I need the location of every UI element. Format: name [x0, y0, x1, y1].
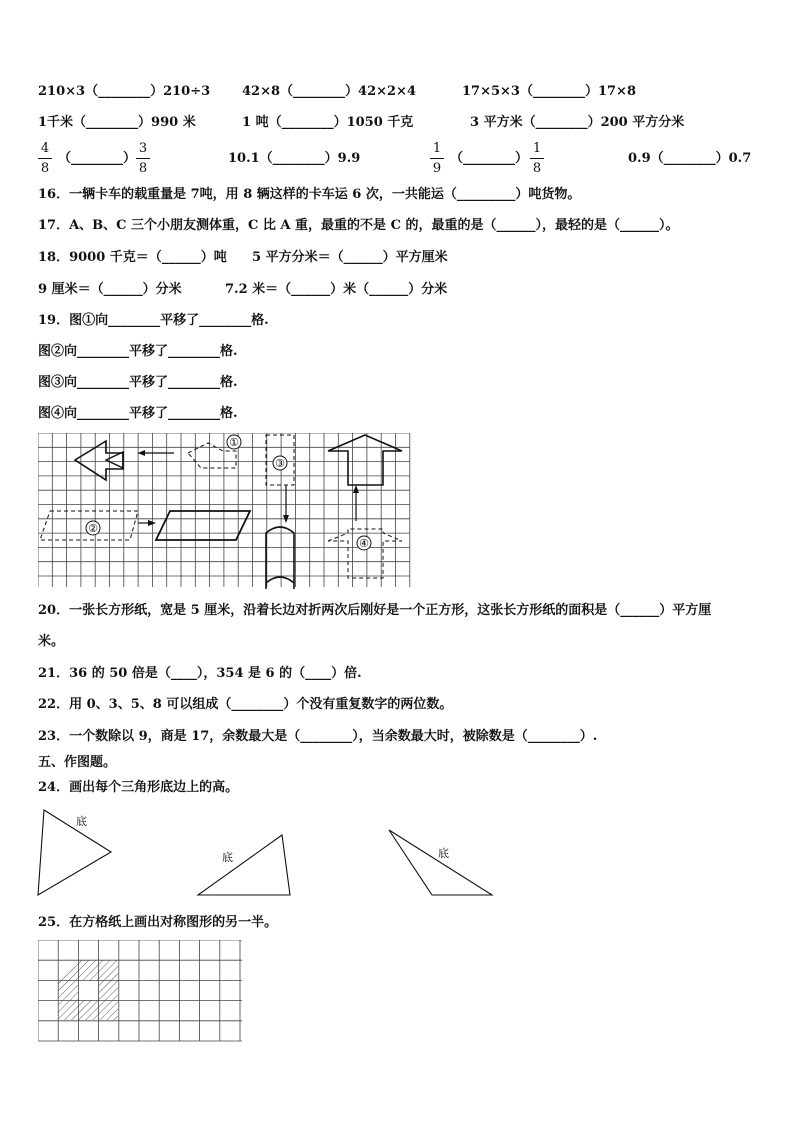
hatched-half-figure: [58, 960, 118, 1020]
question-19-line4: 图④向________平移了________格.: [38, 406, 238, 421]
section-5-heading: 五、作图题。: [38, 755, 117, 770]
compare-3a-blank: （________）: [58, 151, 137, 166]
compare-3d: 0.9（________）0.7: [628, 151, 752, 166]
question-22: 22．用 0、3、5、8 可以组成（________）个没有重复数字的两位数。: [38, 697, 453, 712]
label-1: ①: [229, 436, 239, 449]
compare-3c-blank: （________）: [450, 151, 529, 166]
question-19-line2: 图②向________平移了________格.: [38, 344, 238, 359]
triangle-3: [389, 830, 492, 895]
solid-figure-4: [328, 435, 402, 485]
translation-grid-figure: [38, 433, 412, 589]
question-18a: 18．9000 千克＝（______）吨: [38, 250, 227, 265]
solid-figure-2: [156, 511, 250, 540]
compare-2b: 1 吨（________）1050 千克: [242, 115, 414, 130]
label-4: ④: [359, 537, 369, 550]
fraction-1-8: 1 8: [530, 141, 544, 176]
question-24: 24．画出每个三角形底边上的高。: [38, 780, 239, 795]
symmetry-grid-figure: [38, 940, 244, 1043]
question-19-line3: 图③向________平移了________格.: [38, 375, 238, 390]
compare-2a: 1千米（________）990 米: [38, 115, 196, 130]
triangle-3-base-label: 底: [438, 847, 449, 860]
question-21: 21．36 的 50 倍是（____），354 是 6 的（____）倍.: [38, 666, 362, 681]
left-arrow-head: [138, 450, 145, 456]
question-16: 16．一辆卡车的载重量是 7吨，用 8 辆这样的卡车运 6 次，一共能运（_________）吨货物。: [38, 187, 581, 202]
arrow-figure-left: [75, 441, 123, 480]
triangle-2-base-label: 底: [222, 851, 233, 864]
triangles-figure: [36, 805, 506, 900]
up-arrow-head: [353, 485, 359, 493]
compare-3b: 10.1（________）9.9: [228, 151, 361, 166]
question-20-line2: 米。: [38, 634, 65, 649]
label-3: ③: [275, 457, 285, 470]
question-18d: 7.2 米＝（______）米（______）分米: [225, 282, 448, 297]
triangle-2: [198, 835, 290, 895]
grid-lines: [38, 433, 410, 587]
question-18c: 9 厘米＝（______）分米: [38, 282, 182, 297]
question-19-line1: 19．图①向________平移了________格.: [38, 313, 269, 328]
question-17: 17．A、B、C 三个小朋友测体重，C 比 A 重，最重的不是 C 的，最重的是（______），最轻的是（______）。: [38, 218, 679, 233]
compare-1c: 17×5×3（________）17×8: [462, 84, 636, 99]
fraction-1-9: 1 9: [430, 141, 444, 176]
solid-figure-3-arch: [266, 577, 294, 583]
question-23: 23．一个数除以 9，商是 17，余数最大是（________），当余数最大时，被除数是（________）.: [38, 729, 598, 744]
triangle-1: [38, 810, 111, 895]
label-2: ②: [88, 522, 98, 535]
compare-2c: 3 平方米（________）200 平方分米: [470, 115, 685, 130]
arrow-figure-left-inner: [106, 452, 123, 468]
compare-1a: 210×3（________）210÷3: [38, 84, 211, 99]
question-20-line1: 20．一张长方形纸，宽是 5 厘米，沿着长边对折两次后刚好是一个正方形，这张长方形纸的面积是（______）平方厘: [38, 603, 712, 618]
fraction-4-8: 4 8: [38, 141, 52, 176]
triangle-1-base-label: 底: [76, 815, 87, 828]
fraction-3-8: 3 8: [136, 141, 150, 176]
compare-1b: 42×8（________）42×2×4: [242, 84, 416, 99]
question-18b: 5 平方分米＝（______）平方厘米: [252, 250, 448, 265]
question-25: 25．在方格纸上画出对称图形的另一半。: [38, 915, 278, 930]
